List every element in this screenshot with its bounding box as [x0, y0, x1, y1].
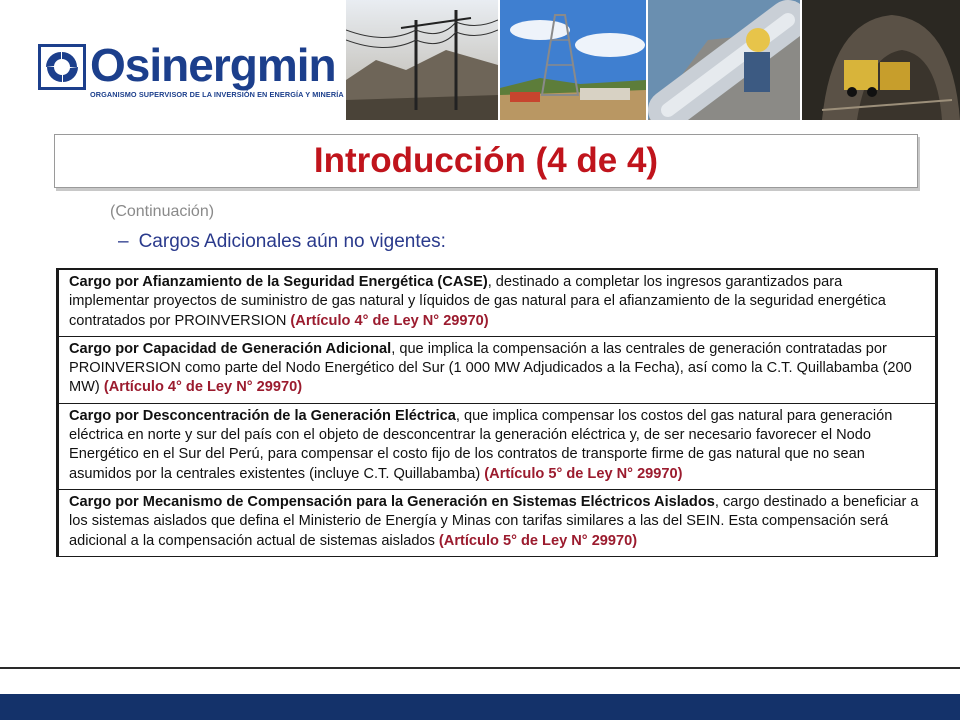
charge-law-reference: (Artículo 5° de Ley N° 29970) — [484, 465, 683, 482]
oil-rig-photo — [500, 0, 646, 120]
slide-title-box — [54, 134, 918, 188]
mining-tunnel-photo — [802, 0, 960, 120]
footer-band-light — [0, 667, 960, 694]
slide-header — [0, 0, 960, 125]
charge-row-deconcentration — [59, 404, 935, 490]
charge-law-reference: (Artículo 4° de Ley N° 29970) — [103, 379, 303, 396]
charge-row-isolated-systems — [59, 490, 935, 557]
charge-name: Cargo por Mecanismo de Compensación para la Generación en Sistemas Eléctricos Aislados — [69, 493, 715, 510]
charge-row-generation-capacity — [59, 337, 935, 404]
charges-table — [56, 268, 938, 557]
charge-law-reference: (Artículo 4° de Ley N° 29970) — [290, 312, 489, 329]
osinergmin-logo — [38, 39, 344, 104]
charge-description: , que implica la compensación a las centrales de generación contratadas por PROINVERSION como parte del Nodo Energético del Sur (1 000 MW Adjudicados a la Fecha), así como la C.T. Quillabamba (200 MW) — [69, 340, 912, 396]
subhead-text: Cargos Adicionales aún no vigentes: — [138, 231, 446, 252]
charge-name: Cargo por Afianzamiento de la Seguridad Energética (CASE) — [69, 274, 488, 290]
footer-band-navy — [0, 694, 960, 720]
subhead-bullet-dash: – — [118, 231, 129, 252]
logo-tagline: ORGANISMO SUPERVISOR DE LA INVERSIÓN EN ENERGÍA Y MINERÍA — [90, 90, 344, 99]
continuation-label: (Continuación) — [110, 203, 215, 220]
pipeline-worker-photo — [648, 0, 800, 120]
charge-law-reference: (Artículo 5° de Ley N° 29970) — [438, 532, 638, 549]
charge-description: , cargo destinado a beneficiar a los sistemas aislados que defina el Ministerio de Energía y Minas con tarifas similares a las del SEIN. Esta compensación será adicional a la compensación actual de sistemas aislados — [69, 493, 919, 549]
subhead — [118, 231, 446, 253]
charge-description: , que implica compensar los costos del gas natural para generación eléctrica en norte y sur del país con el objeto de desconcentrar la generación eléctrica y, de ser necesario favorecer el Nodo Energético en el Sur del Perú, para compensar el costo fijo de los contratos de transporte firme de gas natural que no sean asumidos por la centrales existentes (incluye C.T. Quillabamba) — [69, 407, 893, 482]
slide-title: Introducción (4 de 4) — [313, 141, 659, 180]
osinergmin-logo-mark-icon — [38, 44, 86, 90]
logo-wordmark: Osinergmin — [90, 39, 336, 91]
charge-name: Cargo por Desconcentración de la Generación Eléctrica — [69, 407, 456, 424]
charge-row-case — [59, 270, 935, 337]
power-lines-photo — [346, 0, 498, 120]
charge-name: Cargo por Capacidad de Generación Adicional — [69, 340, 392, 357]
charge-description: , destinado a completar los ingresos garantizados para implementar proyectos de suministro de gas natural y líquidos de gas natural para el afianzamiento de la seguridad energética contratados por PROINVERSION — [69, 274, 886, 329]
